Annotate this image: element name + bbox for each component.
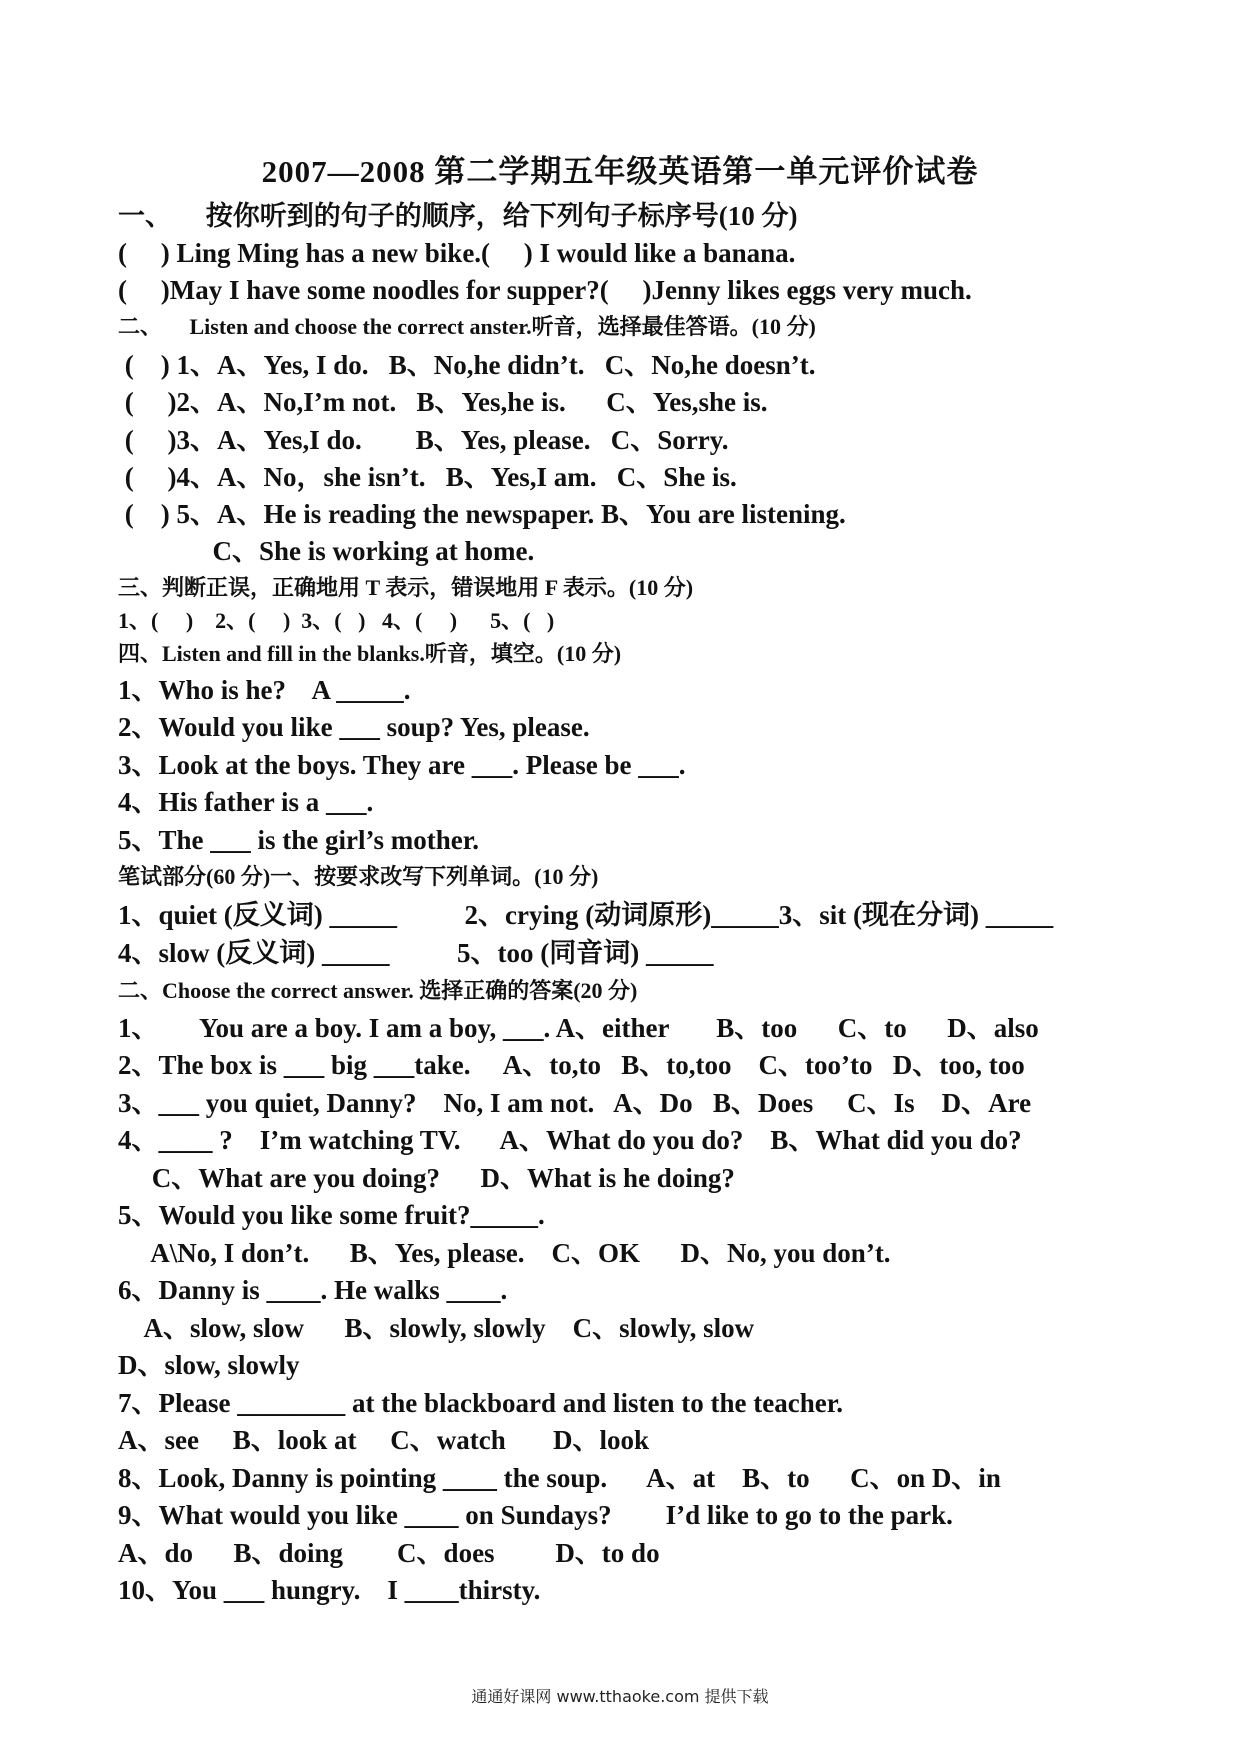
question-line: 6、Danny is ____. He walks ____. (118, 1275, 508, 1305)
question-line: 2、The box is ___ big ___take. A、to,to B、to,too C、too’to D、too, too (118, 1050, 1025, 1080)
question-line: 4、slow (反义词) _____ 5、too (同音词) _____ (118, 938, 714, 968)
question-line: 9、What would you like ____ on Sundays? I’d like to go to the park. (118, 1500, 953, 1530)
question-line: C、She is working at home. (118, 536, 535, 566)
footer-watermark: 通通好课网 www.tthaoke.com 提供下载 (471, 1687, 769, 1706)
question-line: ( )3、A、Yes,I do. B、Yes, please. C、Sorry. (118, 425, 729, 455)
question-line: D、slow, slowly (118, 1350, 300, 1380)
question-line: A\No, I don’t. B、Yes, please. C、OK D、No, you don’t. (118, 1238, 891, 1268)
question-line: A、do B、doing C、does D、to do (118, 1538, 660, 1568)
question-line: ( )4、A、No，she isn’t. B、Yes,I am. C、She is. (118, 462, 737, 492)
question-line: 2、Would you like ___ soup? Yes, please. (118, 712, 590, 742)
exam-title: 2007—2008 第二学期五年级英语第一单元评价试卷 (261, 154, 979, 189)
section-4-heading: 四、Listen and fill in the blanks.听音，填空。(10 分) (118, 641, 622, 666)
question-line: 8、Look, Danny is pointing ____ the soup. A、at B、to C、on D、in (118, 1463, 1001, 1493)
question-line: ( )2、A、No,I’m not. B、Yes,he is. C、Yes,she is. (118, 387, 768, 417)
section-2-heading: 二、 Listen and choose the correct anster.听音，选择最佳答语。(10 分) (118, 314, 816, 339)
written-part-heading: 笔试部分(60 分)一、按要求改写下列单词。(10 分) (118, 864, 599, 889)
question-line: 5、The ___ is the girl’s mother. (118, 825, 479, 855)
question-line: ( )May I have some noodles for supper?( )Jenny likes eggs very much. (118, 275, 972, 305)
question-line: ( ) 1、A、Yes, I do. B、No,he didn’t. C、No,he doesn’t. (118, 350, 816, 380)
question-line: 1、Who is he? A _____. (118, 675, 411, 705)
question-line: 10、You ___ hungry. I ____thirsty. (118, 1575, 541, 1605)
section-1-heading: 一、 按你听到的句子的顺序，给下列句子标序号(10 分) (118, 201, 798, 231)
question-line: 1、 You are a boy. I am a boy, ___. A、either B、too C、to D、also (118, 1013, 1039, 1043)
section-3-heading: 三、判断正误，正确地用 T 表示，错误地用 F 表示。(10 分) (118, 575, 694, 600)
question-line: 3、Look at the boys. They are ___. Please be ___. (118, 750, 686, 780)
answer-blanks-line: 1、( ) 2、( ) 3、( ) 4、( ) 5、( ) (118, 608, 555, 633)
question-line: A、see B、look at C、watch D、look (118, 1425, 649, 1455)
question-line: A、slow, slow B、slowly, slowly C、slowly, slow (118, 1313, 755, 1343)
question-line: 4、____ ? I’m watching TV. A、What do you do? B、What did you do? (118, 1125, 1022, 1155)
question-line: 3、___ you quiet, Danny? No, I am not. A、Do B、Does C、Is D、Are (118, 1088, 1032, 1118)
question-line: 7、Please ________ at the blackboard and listen to the teacher. (118, 1388, 843, 1418)
question-line: ( ) 5、A、He is reading the newspaper. B、You are listening. (118, 499, 846, 529)
question-line: 1、quiet (反义词) _____ 2、crying (动词原形)_____3、sit (现在分词) _____ (118, 900, 1054, 930)
question-line: 4、His father is a ___. (118, 787, 374, 817)
written-section-2-heading: 二、Choose the correct answer. 选择正确的答案(20 分) (118, 978, 638, 1003)
question-line: C、What are you doing? D、What is he doing? (118, 1163, 735, 1193)
question-line: ( ) Ling Ming has a new bike.( ) I would like a banana. (118, 238, 796, 268)
question-line: 5、Would you like some fruit?_____. (118, 1200, 545, 1230)
